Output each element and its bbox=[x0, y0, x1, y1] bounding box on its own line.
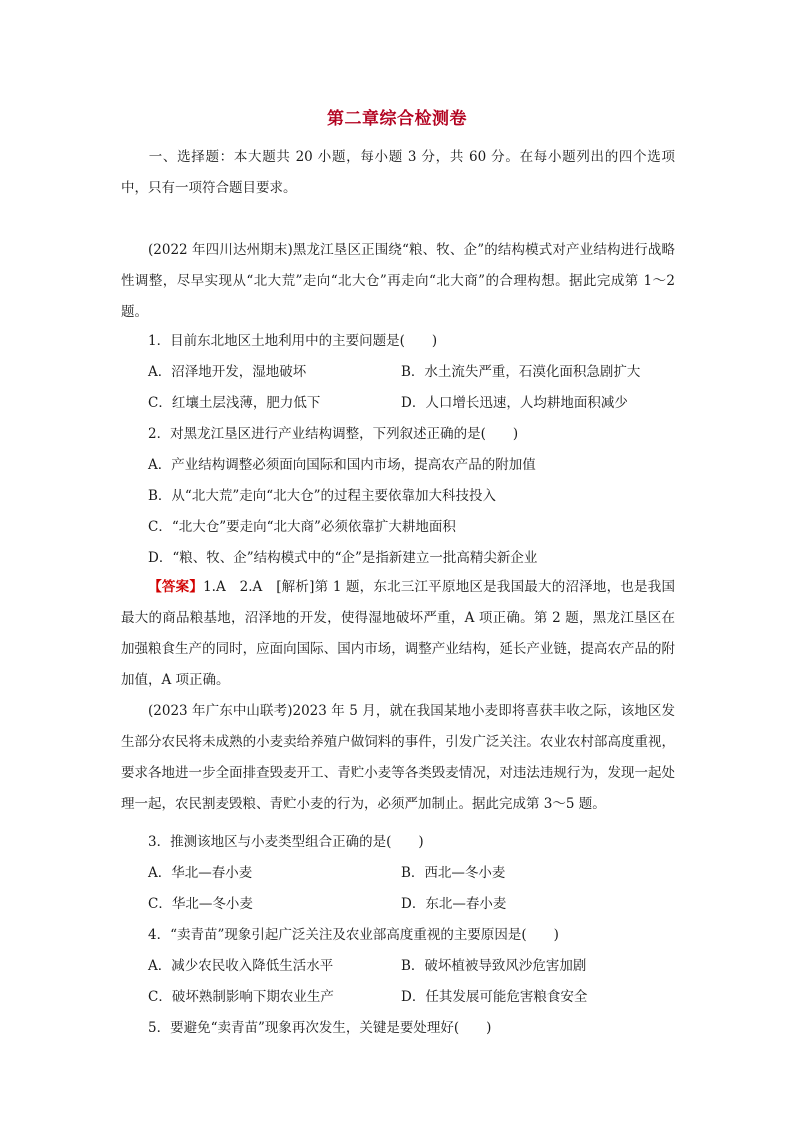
question-1-option-a: A．沼泽地开发，湿地破坏 bbox=[148, 364, 307, 380]
question-4-option-b: B．破坏植被导致风沙危害加剧 bbox=[401, 958, 587, 974]
question-3-stem: 3．推测该地区与小麦类型组合正确的是( ) bbox=[148, 834, 424, 850]
question-2-option-b: B．从“北大荒”走向“北大仓”的过程主要依靠加大科技投入 bbox=[148, 488, 497, 504]
instruction-paragraph bbox=[121, 142, 675, 204]
question-1-option-d: D．人口增长迅速，人均耕地面积减少 bbox=[401, 395, 628, 411]
question-1-option-c: C．红壤土层浅薄，肥力低下 bbox=[148, 395, 321, 411]
question-4-stem: 4．“卖青苗”现象引起广泛关注及农业部高度重视的主要原因是( ) bbox=[148, 927, 559, 943]
question-3-option-d: D．东北—春小麦 bbox=[401, 896, 507, 912]
material-1-text: (2022 年四川达州期末)黑龙江垦区正围绕“粮、牧、企”的结构模式对产业结构进行战略性调整，尽早实现从“北大荒”走向“北大仓”再走向“北大商”的合理构想。据此完成第 1～2 题。 bbox=[121, 242, 675, 320]
material-2-text: (2023 年广东中山联考)2023 年 5 月，就在我国某地小麦即将喜获丰收之际，该地区发生部分农民将未成熟的小麦卖给养殖户做饲料的事件，引发广泛关注。农业农村部高度重视，要求各地进一步全面排查毁麦开工、青贮小麦等各类毁麦情况，对违法违规行为，发现一起处理一起，农民割麦毁粮、青贮小麦的行为，必须严加制止。据此完成第 3～5 题。 bbox=[121, 703, 675, 812]
question-4-option-c: C．破坏熟制影响下期农业生产 bbox=[148, 989, 334, 1005]
material-2-paragraph bbox=[121, 696, 675, 820]
question-2-option-c: C．“北大仓”要走向“北大商”必须依靠扩大耕地面积 bbox=[148, 519, 456, 535]
material-1-paragraph bbox=[121, 235, 675, 328]
question-3-option-c: C．华北—冬小麦 bbox=[148, 896, 253, 912]
instruction-text: 一、选择题：本大题共 20 小题，每小题 3 分，共 60 分。在每小题列出的四个选项中，只有一项符合题目要求。 bbox=[121, 149, 675, 196]
answer-text: 1.A 2.A [解析]第 1 题，东北三江平原地区是我国最大的沼泽地，也是我国最大的商品粮基地，沼泽地的开发，使得湿地破坏严重，A 项正确。第 2 题，黑龙江垦区在加强粮食生产的同时，应面向国际、国内市场，调整产业结构，延长产业链，提高农产品的附加值，A 项正确。 bbox=[121, 579, 675, 688]
question-3-option-a: A．华北—春小麦 bbox=[148, 865, 253, 881]
question-2-option-a: A．产业结构调整必须面向国际和国内市场，提高农产品的附加值 bbox=[148, 457, 536, 473]
question-1-stem: 1．目前东北地区土地利用中的主要问题是( ) bbox=[148, 333, 438, 349]
question-5-stem: 5．要避免“卖青苗”现象再次发生，关键是要处理好( ) bbox=[148, 1020, 492, 1036]
page-title: 第二章综合检测卷 bbox=[327, 109, 467, 129]
answer-paragraph bbox=[121, 572, 675, 696]
question-4-option-d: D．任其发展可能危害粮食安全 bbox=[401, 989, 588, 1005]
question-2-option-d: D．“粮、牧、企”结构模式中的“企”是指新建立一批高精尖新企业 bbox=[148, 550, 538, 566]
question-3-option-b: B．西北—冬小麦 bbox=[401, 865, 506, 881]
question-2-stem: 2．对黑龙江垦区进行产业结构调整，下列叙述正确的是( ) bbox=[148, 426, 519, 442]
question-1-option-b: B．水土流失严重，石漠化面积急剧扩大 bbox=[401, 364, 641, 380]
question-4-option-a: A．减少农民收入降低生活水平 bbox=[148, 958, 334, 974]
answer-tag: 【答案】 bbox=[148, 579, 204, 595]
